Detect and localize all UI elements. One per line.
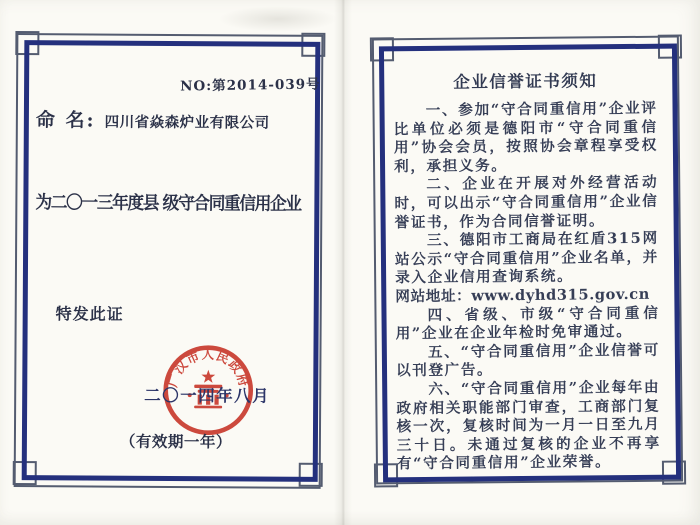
company-name: 四川省焱森炉业有限公司 [104, 113, 270, 132]
notice-title: 企业信誉证书须知 [453, 71, 598, 92]
certificate-left-page [5, 25, 340, 505]
award-statement: 为二〇一三年度县 级守合同重信用企业 [35, 192, 301, 215]
certificate-right-page [356, 24, 697, 499]
notice-item: 二、企业在开展对外经营活动时，可以出示“守合同重信用”企业信誉证书，作为合同信誉证明。 [394, 174, 659, 231]
certificate-number: NO:第2014-039号 [180, 76, 321, 95]
name-label: 命 名: [35, 109, 96, 132]
issue-date: 二〇一四年八月 [144, 385, 271, 406]
notice-item: 四、省级、市级“守合同重信用”企业在企业年检时免审通过。 [395, 304, 660, 343]
notice-item: 六、“守合同重信用”企业每年由政府相关职能部门审查，工商部门复核一次，复核时间为一月一日至九月三十日。未通过复核的企业不再享有“守合同重信用”企业荣誉。 [396, 378, 661, 473]
seal-text: 广汉市人民政府 [164, 346, 252, 389]
notice-item: 三、德阳市工商局在红盾315网站公示“守合同重信用”企业名单，并录入企业信用查询系统。 [394, 229, 660, 287]
issue-statement: 特发此证 [55, 304, 124, 324]
notice-item: 一、参加“守合同重信用”企业评比单位必须是德阳市“守合同重信用”协会会员，按照协会章程享受权利，承担义务。 [393, 99, 658, 176]
notice-body [393, 100, 661, 474]
name-row [36, 105, 270, 133]
validity-period: （有效期一年） [119, 431, 232, 452]
notice-section [393, 67, 661, 474]
notice-item: 五、“守合同重信用”企业信誉可以刊登广告。 [395, 341, 660, 380]
notice-item: 网站地址：www.dyhd315.gov.cn [395, 285, 651, 306]
